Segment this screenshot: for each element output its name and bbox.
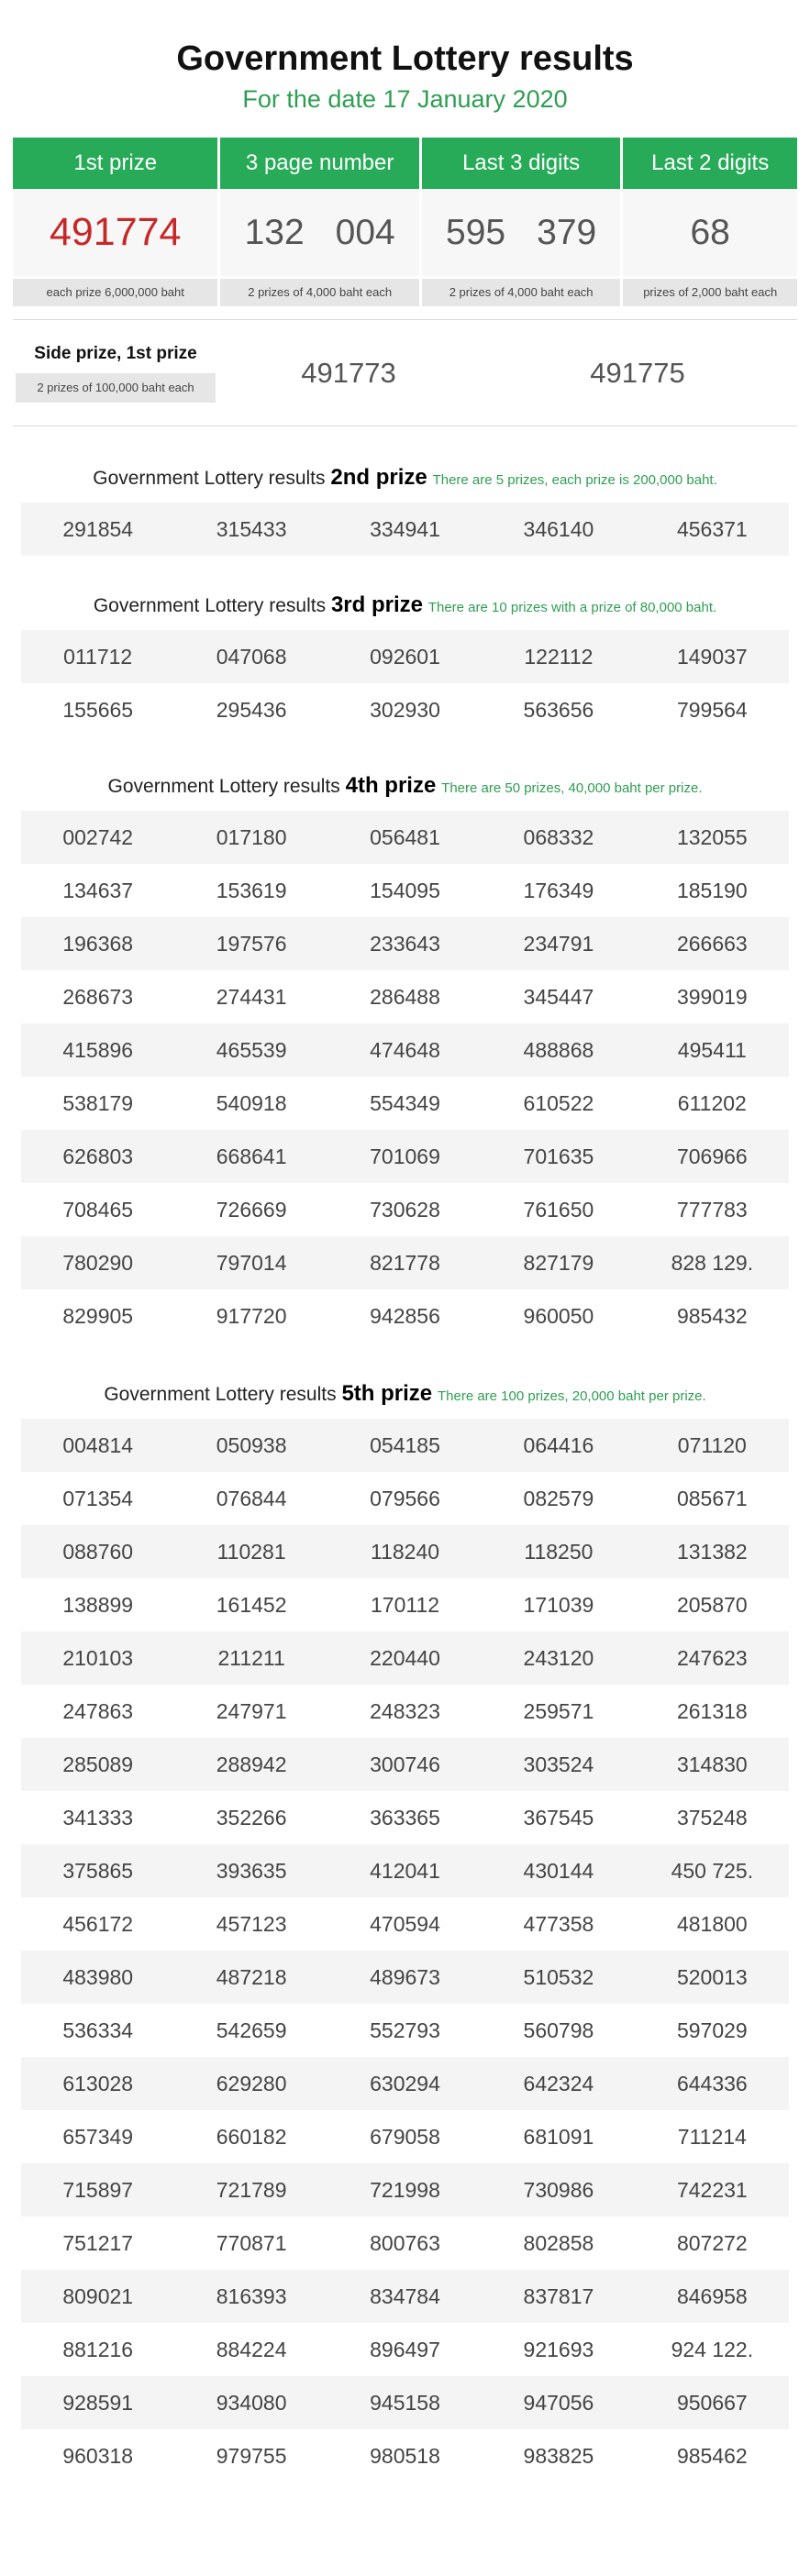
three-front-number: 132 <box>244 212 305 252</box>
prize-number: 610522 <box>523 1090 594 1115</box>
prize-number: 268673 <box>62 984 134 1009</box>
table-row <box>21 1289 789 1343</box>
prize-number: 487218 <box>216 1964 287 1989</box>
last-two-note: prizes of 2,000 baht each <box>623 279 797 306</box>
table-row <box>21 1631 789 1685</box>
prize-number: 799564 <box>676 697 748 722</box>
prize-number: 071354 <box>62 1486 134 1510</box>
page-header <box>13 0 797 138</box>
prize-number: 352266 <box>216 1805 287 1830</box>
prize-number: 465539 <box>216 1037 287 1062</box>
page-title: Government Lottery results <box>176 39 634 78</box>
prize-number: 234791 <box>523 931 594 956</box>
prize-number: 243120 <box>523 1645 594 1670</box>
prize-number: 011712 <box>63 644 133 669</box>
table-row <box>21 811 789 864</box>
prize-number: 477358 <box>523 1911 594 1936</box>
table-row <box>21 1685 789 1738</box>
prize-number: 154095 <box>370 878 440 902</box>
prize-number: 552793 <box>370 2018 440 2042</box>
prize-number: 285089 <box>62 1752 134 1776</box>
prize-number: 538179 <box>62 1090 134 1115</box>
last-three-numbers <box>422 189 620 276</box>
prize-number: 197576 <box>216 931 287 956</box>
three-front-header: 3 page number <box>220 138 418 189</box>
prize-number: 807272 <box>676 2230 748 2255</box>
prize-number: 367545 <box>523 1805 594 1830</box>
prize-number: 563656 <box>523 697 594 722</box>
table-row <box>21 1472 789 1525</box>
table-row <box>21 1236 789 1289</box>
prize-number: 076844 <box>216 1486 287 1510</box>
prize-number: 341333 <box>62 1805 134 1830</box>
section-note: There are 10 prizes with a prize of 80,000 baht. <box>427 600 717 615</box>
page-date-subtitle: For the date 17 January 2020 <box>242 85 568 113</box>
prize-number: 295436 <box>216 697 287 722</box>
prize-number: 170112 <box>370 1592 440 1617</box>
prize-number: 430144 <box>523 1858 594 1883</box>
table-row <box>21 503 789 556</box>
prize-number: 657349 <box>62 2124 134 2149</box>
prize-number: 363365 <box>370 1805 440 1830</box>
prize-number: 450 725. <box>671 1858 754 1883</box>
prize-number: 286488 <box>370 984 440 1009</box>
prize-number: 211211 <box>217 1645 285 1670</box>
prize-number: 483980 <box>62 1964 134 1989</box>
section-prize-name: 5th prize <box>341 1381 433 1406</box>
prize-number: 777783 <box>676 1197 748 1222</box>
prize-number: 816393 <box>216 2283 287 2308</box>
prize-number: 629280 <box>216 2071 287 2095</box>
prize-number: 399019 <box>676 984 748 1009</box>
side-prize-title: Side prize, 1st prize <box>34 343 197 363</box>
table-row <box>21 1525 789 1578</box>
prize-number: 510532 <box>523 1964 594 1989</box>
prize-number: 960050 <box>523 1303 594 1328</box>
prize-number: 983825 <box>523 2443 594 2468</box>
fifth-prize-table <box>21 1419 789 2482</box>
section-prize-name: 4th prize <box>345 773 437 798</box>
last-two-numbers <box>623 189 797 276</box>
prize-number: 711214 <box>677 2124 747 2149</box>
table-row <box>21 2110 789 2163</box>
prize-number: 047068 <box>216 644 287 669</box>
prize-number: 082579 <box>523 1486 594 1510</box>
prize-number: 928591 <box>62 2390 134 2415</box>
prize-number: 721998 <box>370 2177 440 2202</box>
last-three-header: Last 3 digits <box>422 138 620 189</box>
prize-number: 846958 <box>676 2283 748 2308</box>
prize-number: 314830 <box>676 1752 748 1776</box>
prize-number: 131382 <box>676 1539 748 1564</box>
prize-number: 122112 <box>524 644 594 669</box>
last-three-number: 595 <box>446 212 506 252</box>
last-three-number: 379 <box>537 212 597 252</box>
prize-number: 412041 <box>370 1858 440 1883</box>
prize-number: 642324 <box>523 2071 594 2095</box>
prize-number: 068332 <box>523 824 594 849</box>
table-row <box>21 2376 789 2429</box>
prize-number: 470594 <box>370 1911 440 1936</box>
prize-number: 134637 <box>62 878 134 902</box>
prize-number: 884224 <box>216 2337 287 2361</box>
table-row <box>21 2217 789 2270</box>
prize-number: 715897 <box>62 2177 134 2202</box>
section-prefix: Government Lottery results <box>107 776 340 797</box>
prize-number: 153619 <box>216 878 287 902</box>
three-front-number: 004 <box>335 212 395 252</box>
table-row <box>21 2429 789 2482</box>
last-two-column <box>623 138 797 306</box>
prize-number: 730986 <box>523 2177 594 2202</box>
prize-number: 536334 <box>62 2018 134 2042</box>
section-note: There are 50 prizes, 40,000 baht per prize. <box>441 780 703 796</box>
prize-number: 829905 <box>62 1303 134 1328</box>
side-prize-note: 2 prizes of 100,000 baht each <box>16 373 216 403</box>
prize-number: 979755 <box>216 2443 287 2468</box>
prize-number: 481800 <box>676 1911 748 1936</box>
table-row <box>21 683 789 736</box>
prize-number: 248323 <box>370 1698 440 1723</box>
table-row <box>21 2163 789 2217</box>
prize-number: 457123 <box>216 1911 287 1936</box>
prize-number: 896497 <box>370 2337 440 2361</box>
prize-number: 415896 <box>62 1037 134 1062</box>
prize-number: 802858 <box>523 2230 594 2255</box>
prize-number: 274431 <box>216 984 287 1009</box>
prize-number: 706966 <box>676 1144 748 1168</box>
prize-number: 205870 <box>676 1592 748 1617</box>
prize-number: 085671 <box>676 1486 748 1510</box>
prize-number: 004814 <box>62 1432 134 1457</box>
prize-number: 138899 <box>62 1592 134 1617</box>
prize-number: 247863 <box>62 1698 134 1723</box>
prize-number: 821778 <box>370 1250 440 1275</box>
table-row <box>21 970 789 1023</box>
prize-number: 375865 <box>62 1858 134 1883</box>
prize-number: 149037 <box>676 644 748 669</box>
prize-number: 751217 <box>62 2230 134 2255</box>
third-prize-table <box>21 630 789 736</box>
table-row <box>21 1578 789 1631</box>
table-row <box>21 2323 789 2376</box>
side-prize-number: 491775 <box>590 356 685 389</box>
table-row <box>21 864 789 917</box>
prize-number: 554349 <box>370 1090 440 1115</box>
prize-number: 980518 <box>370 2443 440 2468</box>
table-row <box>21 1844 789 1897</box>
table-row <box>21 1897 789 1951</box>
prize-number: 002742 <box>62 824 134 849</box>
prize-number: 679058 <box>370 2124 440 2149</box>
table-row <box>21 630 789 683</box>
prize-number: 064416 <box>523 1432 594 1457</box>
three-front-numbers <box>220 189 418 276</box>
prize-number: 837817 <box>523 2283 594 2308</box>
last-two-number: 68 <box>690 212 730 252</box>
table-row <box>21 2057 789 2110</box>
prize-number: 375248 <box>676 1805 748 1830</box>
prize-number: 474648 <box>370 1037 440 1062</box>
prize-number: 196368 <box>62 931 134 956</box>
prize-number: 721789 <box>216 2177 287 2202</box>
prize-number: 630294 <box>370 2071 440 2095</box>
fourth-prize-title <box>13 773 797 802</box>
fifth-prize-title <box>13 1381 797 1410</box>
prize-number: 291854 <box>62 516 134 541</box>
prize-number: 668641 <box>216 1144 287 1168</box>
last-three-note: 2 prizes of 4,000 baht each <box>422 279 620 306</box>
table-row <box>21 1738 789 1791</box>
prize-number: 921693 <box>523 2337 594 2361</box>
prize-number: 730628 <box>370 1197 440 1222</box>
prize-number: 924 122. <box>671 2337 754 2361</box>
table-row <box>21 1183 789 1236</box>
prize-number: 701069 <box>370 1144 440 1168</box>
prize-number: 456371 <box>676 516 748 541</box>
prize-number: 495411 <box>677 1037 747 1062</box>
prize-number: 960318 <box>62 2443 134 2468</box>
table-row <box>21 1791 789 1844</box>
prize-number: 942856 <box>370 1303 440 1328</box>
prize-number: 233643 <box>370 931 440 956</box>
first-prize-column <box>13 138 217 306</box>
prize-number: 701635 <box>523 1144 594 1168</box>
side-prize-number: 491773 <box>301 356 396 389</box>
prize-number: 800763 <box>370 2230 440 2255</box>
table-row <box>21 1077 789 1130</box>
prize-number: 334941 <box>370 516 440 541</box>
prize-number: 300746 <box>370 1752 440 1776</box>
prize-number: 456172 <box>62 1911 134 1936</box>
prize-number: 155665 <box>62 697 134 722</box>
prize-number: 611202 <box>677 1090 747 1115</box>
prize-number: 560798 <box>523 2018 594 2042</box>
prize-number: 828 129. <box>671 1250 754 1275</box>
prize-number: 797014 <box>216 1250 287 1275</box>
section-prize-name: 3rd prize <box>330 592 423 617</box>
first-prize-number: 491774 <box>49 210 182 254</box>
side-prize-label-box <box>16 344 216 403</box>
section-note: There are 5 prizes, each prize is 200,000 baht. <box>432 472 717 488</box>
prize-number: 176349 <box>523 878 594 902</box>
prize-number: 644336 <box>676 2071 748 2095</box>
prize-number: 945158 <box>370 2390 440 2415</box>
prize-number: 934080 <box>216 2390 287 2415</box>
prize-number: 393635 <box>216 1858 287 1883</box>
prize-number: 597029 <box>676 2018 748 2042</box>
section-prefix: Government Lottery results <box>93 468 326 489</box>
prize-number: 110281 <box>216 1539 286 1564</box>
prize-number: 660182 <box>216 2124 287 2149</box>
third-prize-title <box>13 592 797 621</box>
prize-number: 017180 <box>216 824 287 849</box>
prize-number: 613028 <box>62 2071 134 2095</box>
prize-number: 742231 <box>676 2177 748 2202</box>
prize-number: 118250 <box>524 1539 594 1564</box>
prize-number: 881216 <box>62 2337 134 2361</box>
second-prize-table <box>21 503 789 556</box>
prize-number: 266663 <box>676 931 748 956</box>
prize-number: 071120 <box>677 1432 747 1457</box>
first-prize-note: each prize 6,000,000 baht <box>13 279 217 306</box>
prize-number: 809021 <box>62 2283 134 2308</box>
first-prize-numbers <box>13 189 217 276</box>
prize-number: 247623 <box>676 1645 748 1670</box>
table-row <box>21 1951 789 2004</box>
prize-number: 132055 <box>676 824 748 849</box>
prize-number: 917720 <box>216 1303 287 1328</box>
prize-number: 171039 <box>523 1592 594 1617</box>
prize-number: 259571 <box>523 1698 594 1723</box>
table-row <box>21 2004 789 2057</box>
prize-number: 220440 <box>370 1645 440 1670</box>
table-row <box>21 1023 789 1077</box>
prize-number: 761650 <box>523 1197 594 1222</box>
prize-number: 303524 <box>523 1752 594 1776</box>
prize-number: 056481 <box>370 824 440 849</box>
prize-number: 050938 <box>216 1432 287 1457</box>
prize-number: 827179 <box>523 1250 594 1275</box>
section-prize-name: 2nd prize <box>330 465 427 490</box>
prize-number: 346140 <box>523 516 594 541</box>
prize-number: 726669 <box>216 1197 287 1222</box>
section-prefix: Government Lottery results <box>104 1384 337 1405</box>
prize-number: 542659 <box>216 2018 287 2042</box>
prize-number: 950667 <box>676 2390 748 2415</box>
prize-number: 185190 <box>676 878 748 902</box>
table-row <box>21 2270 789 2323</box>
main-prizes-grid <box>13 138 797 306</box>
three-front-column <box>220 138 418 306</box>
prize-number: 626803 <box>62 1144 134 1168</box>
prize-number: 540918 <box>216 1090 287 1115</box>
prize-number: 834784 <box>370 2283 440 2308</box>
prize-number: 247971 <box>216 1698 287 1723</box>
prize-number: 054185 <box>370 1432 440 1457</box>
three-front-note: 2 prizes of 4,000 baht each <box>220 279 418 306</box>
prize-number: 092601 <box>370 644 440 669</box>
prize-number: 520013 <box>676 1964 748 1989</box>
table-row <box>21 917 789 970</box>
fourth-prize-table <box>21 811 789 1343</box>
prize-number: 770871 <box>216 2230 287 2255</box>
last-three-column <box>422 138 620 306</box>
section-note: There are 100 prizes, 20,000 baht per prize. <box>437 1388 706 1404</box>
prize-number: 345447 <box>523 984 594 1009</box>
prize-number: 315433 <box>216 516 287 541</box>
prize-number: 118240 <box>370 1539 440 1564</box>
first-prize-header: 1st prize <box>13 138 217 189</box>
table-row <box>21 1419 789 1472</box>
second-prize-title <box>13 465 797 493</box>
table-row <box>21 1130 789 1183</box>
prize-number: 947056 <box>523 2390 594 2415</box>
prize-number: 681091 <box>523 2124 594 2149</box>
prize-number: 088760 <box>62 1539 134 1564</box>
side-prize-row <box>13 320 797 426</box>
prize-number: 210103 <box>62 1645 134 1670</box>
prize-number: 708465 <box>62 1197 134 1222</box>
prize-number: 985432 <box>676 1303 748 1328</box>
prize-number: 488868 <box>523 1037 594 1062</box>
prize-number: 079566 <box>370 1486 440 1510</box>
last-two-header: Last 2 digits <box>623 138 797 189</box>
prize-number: 489673 <box>370 1964 440 1989</box>
prize-number: 780290 <box>62 1250 134 1275</box>
prize-number: 302930 <box>370 697 440 722</box>
section-prefix: Government Lottery results <box>93 595 327 616</box>
prize-number: 261318 <box>676 1698 748 1723</box>
prize-number: 985462 <box>676 2443 748 2468</box>
prize-number: 288942 <box>216 1752 287 1776</box>
prize-number: 161452 <box>216 1592 287 1617</box>
